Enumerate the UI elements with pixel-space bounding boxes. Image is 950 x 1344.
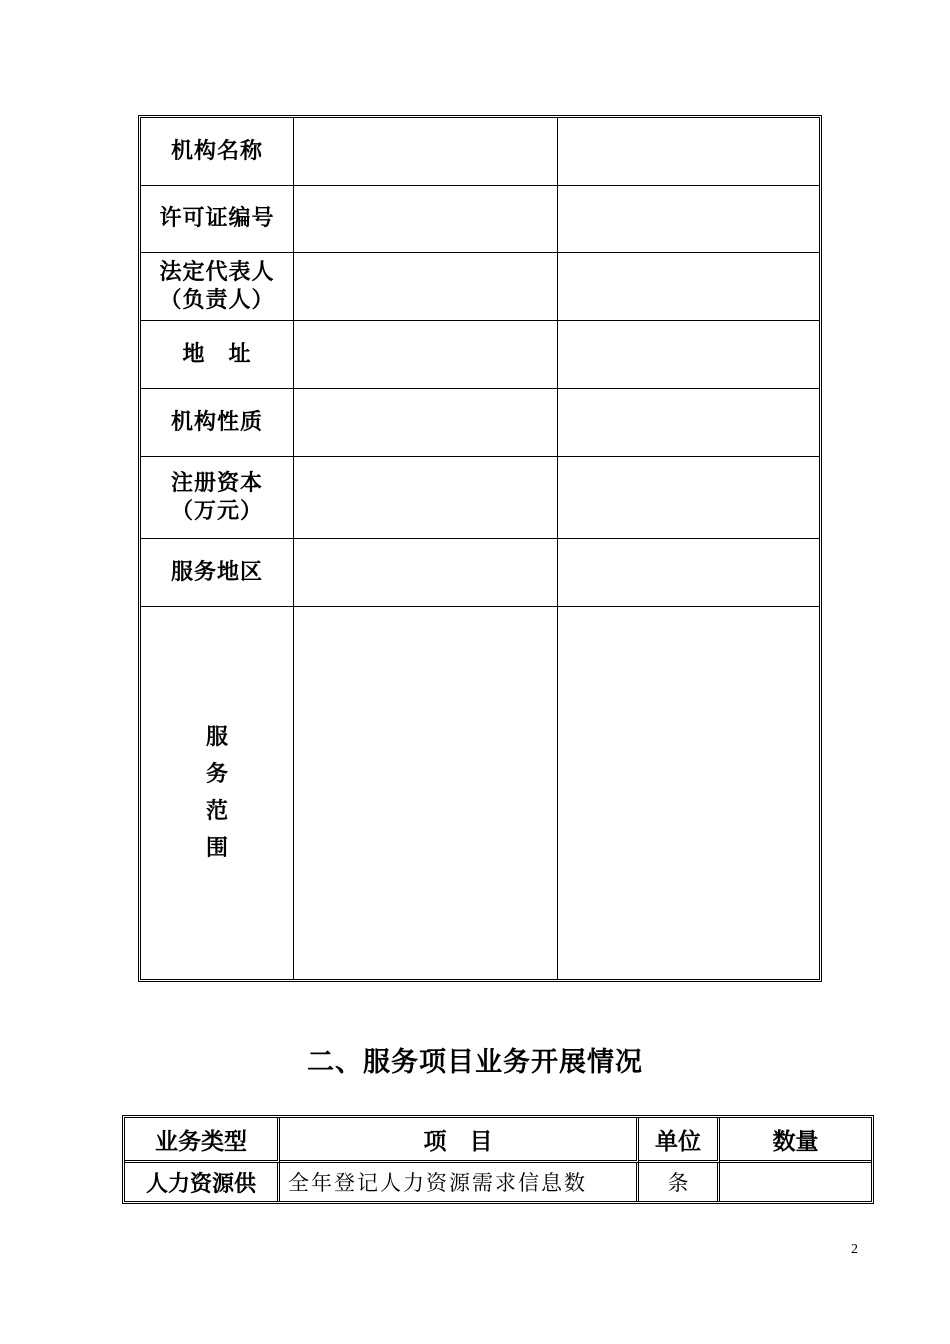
value-cell-a[interactable] [294,539,558,607]
value-cell-a[interactable] [294,321,558,389]
institution-info-table [138,115,822,982]
cell-unit: 条 [639,1163,720,1201]
cell-business-type: 人力资源供 [125,1163,280,1201]
scope-char: 务 [205,762,228,787]
label-institution-name: 机构名称 [141,118,294,186]
label-line-2: （万元） [170,498,263,524]
scope-char: 围 [205,836,228,861]
header-item: 项 目 [280,1118,639,1163]
scope-char: 服 [205,725,228,750]
value-cell-b[interactable] [558,457,819,539]
value-cell-a[interactable] [294,457,558,539]
header-unit: 单位 [639,1118,720,1163]
value-cell-a[interactable] [294,389,558,457]
section-heading: 二、服务项目业务开展情况 [307,1047,643,1078]
value-cell-b[interactable] [558,389,819,457]
cell-quantity[interactable] [720,1163,871,1201]
value-cell-b[interactable] [558,539,819,607]
header-quantity: 数量 [720,1118,871,1163]
business-table [122,1115,874,1204]
label-license-number: 许可证编号 [141,186,294,253]
value-cell-a[interactable] [294,253,558,321]
scope-char: 范 [205,799,228,824]
label-registered-capital [141,457,294,539]
label-address: 地 址 [141,321,294,389]
label-legal-representative [141,253,294,321]
label-institution-nature: 机构性质 [141,389,294,457]
value-cell-b[interactable] [558,118,819,186]
value-cell-b[interactable] [558,321,819,389]
value-cell-a[interactable] [294,607,558,979]
header-business-type: 业务类型 [125,1118,280,1163]
value-cell-b[interactable] [558,253,819,321]
value-cell-b[interactable] [558,186,819,253]
label-line-2: （负责人） [159,287,275,313]
label-line-1: 注册资本 [170,470,263,496]
value-cell-a[interactable] [294,186,558,253]
label-service-region: 服务地区 [141,539,294,607]
value-cell-b[interactable] [558,607,819,979]
cell-item: 全年登记人力资源需求信息数 [280,1163,639,1201]
value-cell-a[interactable] [294,118,558,186]
page-number: 2 [851,1242,858,1257]
label-service-scope [141,607,294,979]
label-line-1: 法定代表人 [159,259,275,285]
